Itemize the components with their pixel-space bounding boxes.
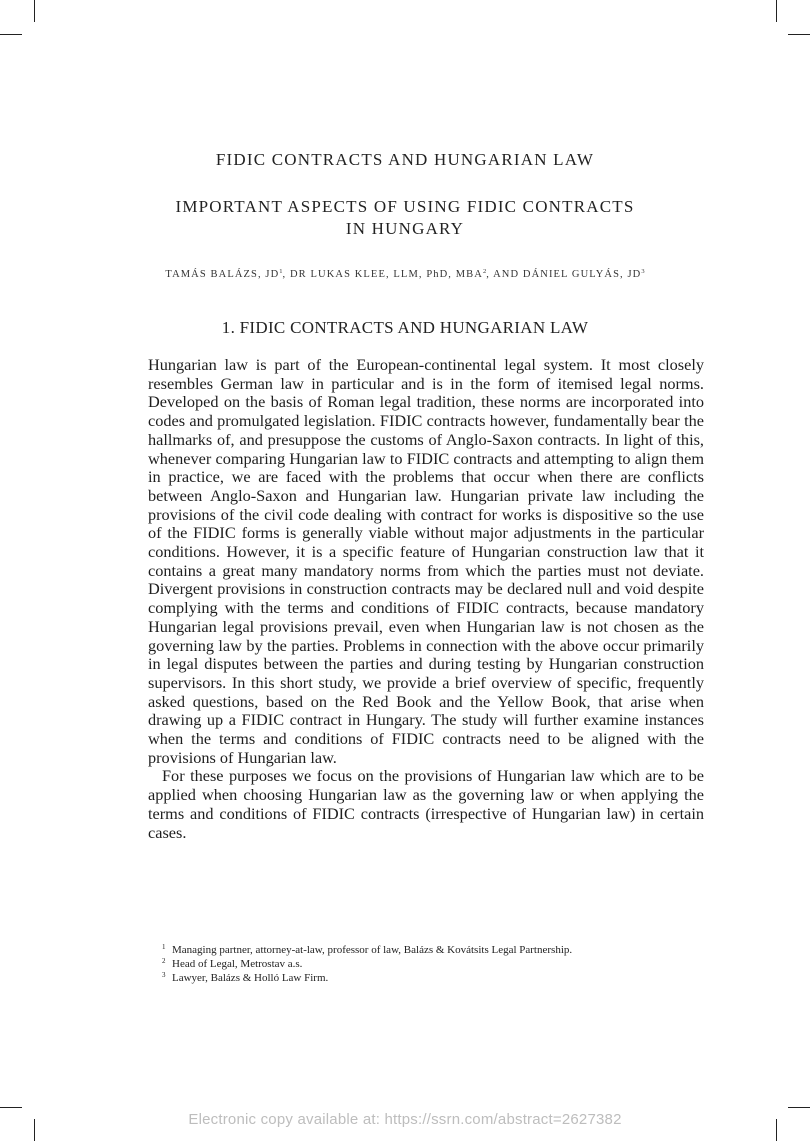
author-line [0,268,810,280]
footnotes [162,943,722,985]
crop-mark-bottom-left-horizontal [0,1107,22,1108]
footnote-mark: 1 [279,268,283,275]
paper-subtitle-line-2: IN HUNGARY [345,219,465,238]
footnote-mark: 3 [162,971,166,979]
footnote-text: Lawyer, Balázs & Holló Law Firm. [172,972,329,984]
footnote [162,943,722,957]
footnote-mark: 3 [641,268,645,275]
paper-title: FIDIC CONTRACTS AND HUNGARIAN LAW [215,150,595,169]
section-heading: 1. FIDIC CONTRACTS AND HUNGARIAN LAW [221,318,589,337]
author-separator: , AND [486,269,523,280]
author-name: DÁNIEL GULYÁS, JD [522,269,642,280]
crop-mark-top-left-horizontal [0,34,22,35]
paragraph: Hungarian law is part of the European-continental legal system. It most closely resembles German law in particular and is in the form of itemised legal norms. Developed on the basis of Roman legal tradition, these norms are incorporated into codes and promulgated legislation. FIDIC contracts however, fundamentally bear the hallmarks of, and presuppose the customs of Anglo-Saxon contracts. In light of this, whenever comparing Hungarian law to FIDIC contracts and attempting to align them in practice, we are faced with the problems that occur when there are conflicts between Anglo-Saxon and Hungarian law. Hungarian private law including the provisions of the civil code dealing with contract for works is dispositive so the use of the FIDIC forms is generally viable without major adjustments in the particular conditions. However, it is a specific feature of Hungarian construction law that it contains a great many mandatory norms from which the parties must not deviate. Divergent provisions in construction contracts may be declared null and void despite complying with the terms and conditions of FIDIC contracts, because mandatory Hungarian legal provisions prevail, even when Hungarian law is not chosen as the governing law by the parties. Problems in connection with the above occur primarily in legal disputes between the parties and during testing by Hungarian construction supervisors. In this short study, we provide a brief overview of specific, frequently asked questions, based on the Red Book and the Yellow Book, that arise when drawing up a FIDIC contract in Hungary. The study will further examine instances when the terms and conditions of FIDIC contracts need to be aligned with the provisions of Hungarian law. [148,355,704,767]
body-text [148,356,704,842]
footnote-mark: 2 [162,957,166,965]
crop-mark-top-right-horizontal [788,34,810,35]
crop-mark-top-left-vertical [34,0,35,22]
footnote-text: Head of Legal, Metrostav a.s. [172,958,303,970]
crop-mark-top-right-vertical [776,0,777,22]
footnote-text: Managing partner, attorney-at-law, professor of law, Balázs & Kovátsits Legal Partnership. [172,944,573,956]
author-name: DR LUKAS KLEE, LLM, PhD, MBA [290,269,483,280]
author-separator: , [282,269,290,280]
footnote [162,971,722,985]
crop-mark-bottom-right-horizontal [788,1107,810,1108]
footnote [162,957,722,971]
footnote-mark: 2 [482,268,487,275]
ssrn-watermark: Electronic copy available at: https://ssrn.com/abstract=2627382 [188,1111,622,1128]
paper-subtitle-line-1: IMPORTANT ASPECTS OF USING FIDIC CONTRACTS [175,197,635,216]
paragraph: For these purposes we focus on the provisions of Hungarian law which are to be applied when choosing Hungarian law as the governing law or when applying the terms and conditions of FIDIC contracts (irrespective of Hungarian law) in certain cases. [148,766,704,842]
author-name: TAMÁS BALÁZS, JD [165,269,280,280]
footnote-mark: 1 [162,943,166,951]
